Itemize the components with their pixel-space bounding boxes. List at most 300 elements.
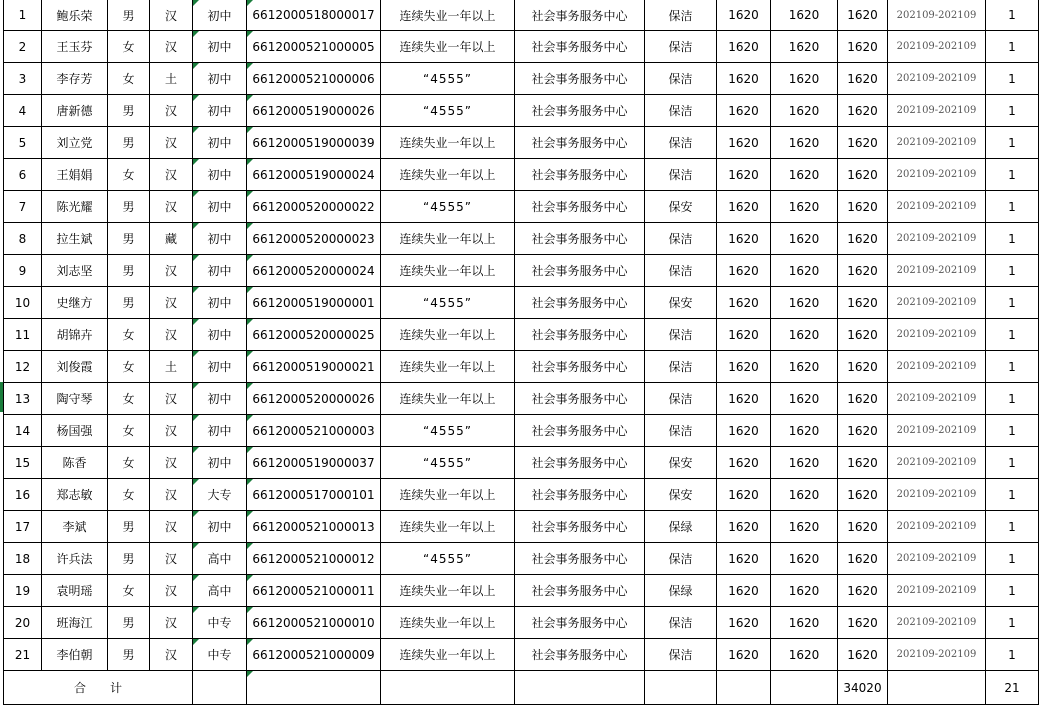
amount-cell[interactable]: 1620 bbox=[838, 319, 888, 351]
post-cell[interactable]: 保绿 bbox=[645, 511, 717, 543]
id-number-cell[interactable]: 6612000520000025 bbox=[247, 319, 381, 351]
row-number-cell[interactable]: 4 bbox=[4, 95, 42, 127]
period-cell[interactable]: 202109-202109 bbox=[888, 575, 986, 607]
ethnicity-cell[interactable]: 汉 bbox=[150, 159, 193, 191]
amount-cell[interactable]: 1620 bbox=[838, 383, 888, 415]
unit-cell[interactable]: 社会事务服务中心 bbox=[515, 543, 645, 575]
education-cell[interactable]: 初中 bbox=[193, 31, 247, 63]
post-cell[interactable]: 保安 bbox=[645, 447, 717, 479]
period-cell[interactable]: 202109-202109 bbox=[888, 95, 986, 127]
amount-cell[interactable]: 1620 bbox=[838, 95, 888, 127]
total-empty-post[interactable] bbox=[645, 671, 717, 705]
ethnicity-cell[interactable]: 汉 bbox=[150, 255, 193, 287]
total-amount-cell[interactable]: 34020 bbox=[838, 671, 888, 705]
standard-cell[interactable]: 1620 bbox=[771, 63, 838, 95]
gender-cell[interactable]: 男 bbox=[108, 191, 150, 223]
name-cell[interactable]: 拉生斌 bbox=[42, 223, 108, 255]
unit-cell[interactable]: 社会事务服务中心 bbox=[515, 639, 645, 671]
standard-cell[interactable]: 1620 bbox=[771, 543, 838, 575]
gender-cell[interactable]: 女 bbox=[108, 447, 150, 479]
post-cell[interactable]: 保洁 bbox=[645, 95, 717, 127]
education-cell[interactable]: 初中 bbox=[193, 415, 247, 447]
name-cell[interactable]: 袁明瑶 bbox=[42, 575, 108, 607]
amount-cell[interactable]: 1620 bbox=[838, 639, 888, 671]
months-cell[interactable]: 1 bbox=[986, 639, 1039, 671]
period-cell[interactable]: 202109-202109 bbox=[888, 351, 986, 383]
standard-cell[interactable]: 1620 bbox=[771, 191, 838, 223]
education-cell[interactable]: 高中 bbox=[193, 543, 247, 575]
id-number-cell[interactable]: 6612000521000013 bbox=[247, 511, 381, 543]
standard-cell[interactable]: 1620 bbox=[771, 607, 838, 639]
standard-cell[interactable]: 1620 bbox=[771, 639, 838, 671]
ethnicity-cell[interactable]: 汉 bbox=[150, 287, 193, 319]
gender-cell[interactable]: 男 bbox=[108, 511, 150, 543]
ethnicity-cell[interactable]: 汉 bbox=[150, 479, 193, 511]
salary-cell[interactable]: 1620 bbox=[717, 0, 771, 31]
period-cell[interactable]: 202109-202109 bbox=[888, 127, 986, 159]
name-cell[interactable]: 李存芳 bbox=[42, 63, 108, 95]
months-cell[interactable]: 1 bbox=[986, 351, 1039, 383]
amount-cell[interactable]: 1620 bbox=[838, 127, 888, 159]
education-cell[interactable]: 初中 bbox=[193, 191, 247, 223]
months-cell[interactable]: 1 bbox=[986, 479, 1039, 511]
unit-cell[interactable]: 社会事务服务中心 bbox=[515, 447, 645, 479]
row-number-cell[interactable]: 8 bbox=[4, 223, 42, 255]
amount-cell[interactable]: 1620 bbox=[838, 223, 888, 255]
ethnicity-cell[interactable]: 汉 bbox=[150, 511, 193, 543]
salary-cell[interactable]: 1620 bbox=[717, 607, 771, 639]
row-number-cell[interactable]: 9 bbox=[4, 255, 42, 287]
education-cell[interactable]: 初中 bbox=[193, 351, 247, 383]
unit-cell[interactable]: 社会事务服务中心 bbox=[515, 511, 645, 543]
gender-cell[interactable]: 男 bbox=[108, 287, 150, 319]
period-cell[interactable]: 202109-202109 bbox=[888, 223, 986, 255]
id-number-cell[interactable]: 6612000519000037 bbox=[247, 447, 381, 479]
unit-cell[interactable]: 社会事务服务中心 bbox=[515, 31, 645, 63]
gender-cell[interactable]: 女 bbox=[108, 319, 150, 351]
name-cell[interactable]: 陈光耀 bbox=[42, 191, 108, 223]
name-cell[interactable]: 胡锦卉 bbox=[42, 319, 108, 351]
post-cell[interactable]: 保洁 bbox=[645, 223, 717, 255]
row-number-cell[interactable]: 19 bbox=[4, 575, 42, 607]
category-cell[interactable]: 连续失业一年以上 bbox=[381, 383, 515, 415]
period-cell[interactable]: 202109-202109 bbox=[888, 0, 986, 31]
category-cell[interactable]: “4555” bbox=[381, 95, 515, 127]
months-cell[interactable]: 1 bbox=[986, 63, 1039, 95]
months-cell[interactable]: 1 bbox=[986, 575, 1039, 607]
category-cell[interactable]: 连续失业一年以上 bbox=[381, 575, 515, 607]
unit-cell[interactable]: 社会事务服务中心 bbox=[515, 287, 645, 319]
period-cell[interactable]: 202109-202109 bbox=[888, 287, 986, 319]
id-number-cell[interactable]: 6612000520000023 bbox=[247, 223, 381, 255]
post-cell[interactable]: 保安 bbox=[645, 191, 717, 223]
row-number-cell[interactable]: 12 bbox=[4, 351, 42, 383]
standard-cell[interactable]: 1620 bbox=[771, 287, 838, 319]
salary-cell[interactable]: 1620 bbox=[717, 159, 771, 191]
ethnicity-cell[interactable]: 汉 bbox=[150, 127, 193, 159]
period-cell[interactable]: 202109-202109 bbox=[888, 191, 986, 223]
id-number-cell[interactable]: 6612000518000017 bbox=[247, 0, 381, 31]
gender-cell[interactable]: 女 bbox=[108, 575, 150, 607]
standard-cell[interactable]: 1620 bbox=[771, 159, 838, 191]
gender-cell[interactable]: 男 bbox=[108, 95, 150, 127]
months-cell[interactable]: 1 bbox=[986, 383, 1039, 415]
months-cell[interactable]: 1 bbox=[986, 607, 1039, 639]
id-number-cell[interactable]: 6612000521000010 bbox=[247, 607, 381, 639]
period-cell[interactable]: 202109-202109 bbox=[888, 319, 986, 351]
gender-cell[interactable]: 男 bbox=[108, 543, 150, 575]
standard-cell[interactable]: 1620 bbox=[771, 223, 838, 255]
post-cell[interactable]: 保洁 bbox=[645, 159, 717, 191]
name-cell[interactable]: 杨国强 bbox=[42, 415, 108, 447]
id-number-cell[interactable]: 6612000521000012 bbox=[247, 543, 381, 575]
standard-cell[interactable]: 1620 bbox=[771, 415, 838, 447]
id-number-cell[interactable]: 6612000519000024 bbox=[247, 159, 381, 191]
standard-cell[interactable]: 1620 bbox=[771, 255, 838, 287]
post-cell[interactable]: 保绿 bbox=[645, 575, 717, 607]
period-cell[interactable]: 202109-202109 bbox=[888, 255, 986, 287]
salary-cell[interactable]: 1620 bbox=[717, 191, 771, 223]
row-number-cell[interactable]: 5 bbox=[4, 127, 42, 159]
ethnicity-cell[interactable]: 汉 bbox=[150, 95, 193, 127]
standard-cell[interactable]: 1620 bbox=[771, 127, 838, 159]
amount-cell[interactable]: 1620 bbox=[838, 287, 888, 319]
total-months-cell[interactable]: 21 bbox=[986, 671, 1039, 705]
salary-cell[interactable]: 1620 bbox=[717, 479, 771, 511]
name-cell[interactable]: 郑志敏 bbox=[42, 479, 108, 511]
row-number-cell[interactable]: 11 bbox=[4, 319, 42, 351]
category-cell[interactable]: 连续失业一年以上 bbox=[381, 159, 515, 191]
amount-cell[interactable]: 1620 bbox=[838, 511, 888, 543]
total-empty-unit[interactable] bbox=[515, 671, 645, 705]
gender-cell[interactable]: 女 bbox=[108, 159, 150, 191]
salary-cell[interactable]: 1620 bbox=[717, 31, 771, 63]
unit-cell[interactable]: 社会事务服务中心 bbox=[515, 383, 645, 415]
category-cell[interactable]: “4555” bbox=[381, 447, 515, 479]
row-number-cell[interactable]: 1 bbox=[4, 0, 42, 31]
gender-cell[interactable]: 女 bbox=[108, 63, 150, 95]
ethnicity-cell[interactable]: 土 bbox=[150, 63, 193, 95]
salary-cell[interactable]: 1620 bbox=[717, 383, 771, 415]
total-label[interactable]: 合计 bbox=[4, 671, 193, 705]
standard-cell[interactable]: 1620 bbox=[771, 319, 838, 351]
row-number-cell[interactable]: 6 bbox=[4, 159, 42, 191]
post-cell[interactable]: 保洁 bbox=[645, 0, 717, 31]
standard-cell[interactable]: 1620 bbox=[771, 95, 838, 127]
months-cell[interactable]: 1 bbox=[986, 191, 1039, 223]
standard-cell[interactable]: 1620 bbox=[771, 447, 838, 479]
months-cell[interactable]: 1 bbox=[986, 511, 1039, 543]
row-number-cell[interactable]: 10 bbox=[4, 287, 42, 319]
name-cell[interactable]: 王玉芬 bbox=[42, 31, 108, 63]
gender-cell[interactable]: 女 bbox=[108, 479, 150, 511]
amount-cell[interactable]: 1620 bbox=[838, 159, 888, 191]
unit-cell[interactable]: 社会事务服务中心 bbox=[515, 63, 645, 95]
id-number-cell[interactable]: 6612000521000005 bbox=[247, 31, 381, 63]
amount-cell[interactable]: 1620 bbox=[838, 479, 888, 511]
salary-cell[interactable]: 1620 bbox=[717, 63, 771, 95]
gender-cell[interactable]: 男 bbox=[108, 0, 150, 31]
period-cell[interactable]: 202109-202109 bbox=[888, 607, 986, 639]
total-empty-education[interactable] bbox=[193, 671, 247, 705]
amount-cell[interactable]: 1620 bbox=[838, 543, 888, 575]
ethnicity-cell[interactable]: 汉 bbox=[150, 383, 193, 415]
id-number-cell[interactable]: 6612000521000003 bbox=[247, 415, 381, 447]
name-cell[interactable]: 班海江 bbox=[42, 607, 108, 639]
amount-cell[interactable]: 1620 bbox=[838, 607, 888, 639]
row-number-cell[interactable]: 3 bbox=[4, 63, 42, 95]
post-cell[interactable]: 保洁 bbox=[645, 255, 717, 287]
post-cell[interactable]: 保洁 bbox=[645, 351, 717, 383]
months-cell[interactable]: 1 bbox=[986, 0, 1039, 31]
category-cell[interactable]: “4555” bbox=[381, 543, 515, 575]
salary-cell[interactable]: 1620 bbox=[717, 255, 771, 287]
period-cell[interactable]: 202109-202109 bbox=[888, 479, 986, 511]
standard-cell[interactable]: 1620 bbox=[771, 0, 838, 31]
post-cell[interactable]: 保洁 bbox=[645, 607, 717, 639]
months-cell[interactable]: 1 bbox=[986, 543, 1039, 575]
period-cell[interactable]: 202109-202109 bbox=[888, 415, 986, 447]
amount-cell[interactable]: 1620 bbox=[838, 31, 888, 63]
unit-cell[interactable]: 社会事务服务中心 bbox=[515, 95, 645, 127]
standard-cell[interactable]: 1620 bbox=[771, 575, 838, 607]
period-cell[interactable]: 202109-202109 bbox=[888, 639, 986, 671]
gender-cell[interactable]: 女 bbox=[108, 31, 150, 63]
id-number-cell[interactable]: 6612000521000011 bbox=[247, 575, 381, 607]
months-cell[interactable]: 1 bbox=[986, 223, 1039, 255]
months-cell[interactable]: 1 bbox=[986, 319, 1039, 351]
education-cell[interactable]: 初中 bbox=[193, 95, 247, 127]
id-number-cell[interactable]: 6612000519000039 bbox=[247, 127, 381, 159]
name-cell[interactable]: 刘立党 bbox=[42, 127, 108, 159]
ethnicity-cell[interactable]: 汉 bbox=[150, 31, 193, 63]
category-cell[interactable]: “4555” bbox=[381, 415, 515, 447]
id-number-cell[interactable]: 6612000519000001 bbox=[247, 287, 381, 319]
post-cell[interactable]: 保安 bbox=[645, 479, 717, 511]
id-number-cell[interactable]: 6612000517000101 bbox=[247, 479, 381, 511]
salary-cell[interactable]: 1620 bbox=[717, 543, 771, 575]
post-cell[interactable]: 保洁 bbox=[645, 415, 717, 447]
education-cell[interactable]: 初中 bbox=[193, 319, 247, 351]
ethnicity-cell[interactable]: 汉 bbox=[150, 575, 193, 607]
salary-cell[interactable]: 1620 bbox=[717, 447, 771, 479]
name-cell[interactable]: 刘志坚 bbox=[42, 255, 108, 287]
post-cell[interactable]: 保洁 bbox=[645, 383, 717, 415]
post-cell[interactable]: 保洁 bbox=[645, 63, 717, 95]
amount-cell[interactable]: 1620 bbox=[838, 63, 888, 95]
ethnicity-cell[interactable]: 汉 bbox=[150, 447, 193, 479]
education-cell[interactable]: 初中 bbox=[193, 159, 247, 191]
salary-cell[interactable]: 1620 bbox=[717, 511, 771, 543]
period-cell[interactable]: 202109-202109 bbox=[888, 447, 986, 479]
salary-cell[interactable]: 1620 bbox=[717, 415, 771, 447]
post-cell[interactable]: 保洁 bbox=[645, 543, 717, 575]
unit-cell[interactable]: 社会事务服务中心 bbox=[515, 319, 645, 351]
name-cell[interactable]: 唐新德 bbox=[42, 95, 108, 127]
gender-cell[interactable]: 女 bbox=[108, 415, 150, 447]
gender-cell[interactable]: 男 bbox=[108, 607, 150, 639]
total-empty-period[interactable] bbox=[888, 671, 986, 705]
unit-cell[interactable]: 社会事务服务中心 bbox=[515, 415, 645, 447]
amount-cell[interactable]: 1620 bbox=[838, 575, 888, 607]
salary-cell[interactable]: 1620 bbox=[717, 319, 771, 351]
education-cell[interactable]: 初中 bbox=[193, 383, 247, 415]
months-cell[interactable]: 1 bbox=[986, 415, 1039, 447]
period-cell[interactable]: 202109-202109 bbox=[888, 383, 986, 415]
row-number-cell[interactable]: 18 bbox=[4, 543, 42, 575]
education-cell[interactable]: 中专 bbox=[193, 607, 247, 639]
category-cell[interactable]: 连续失业一年以上 bbox=[381, 127, 515, 159]
standard-cell[interactable]: 1620 bbox=[771, 511, 838, 543]
total-empty-id[interactable] bbox=[247, 671, 381, 705]
education-cell[interactable]: 初中 bbox=[193, 511, 247, 543]
gender-cell[interactable]: 男 bbox=[108, 639, 150, 671]
row-number-cell[interactable]: 20 bbox=[4, 607, 42, 639]
ethnicity-cell[interactable]: 汉 bbox=[150, 191, 193, 223]
unit-cell[interactable]: 社会事务服务中心 bbox=[515, 607, 645, 639]
gender-cell[interactable]: 男 bbox=[108, 255, 150, 287]
period-cell[interactable]: 202109-202109 bbox=[888, 511, 986, 543]
id-number-cell[interactable]: 6612000520000024 bbox=[247, 255, 381, 287]
category-cell[interactable]: 连续失业一年以上 bbox=[381, 0, 515, 31]
category-cell[interactable]: 连续失业一年以上 bbox=[381, 511, 515, 543]
name-cell[interactable]: 陶守琴 bbox=[42, 383, 108, 415]
unit-cell[interactable]: 社会事务服务中心 bbox=[515, 159, 645, 191]
name-cell[interactable]: 李斌 bbox=[42, 511, 108, 543]
name-cell[interactable]: 李伯朝 bbox=[42, 639, 108, 671]
months-cell[interactable]: 1 bbox=[986, 447, 1039, 479]
amount-cell[interactable]: 1620 bbox=[838, 255, 888, 287]
months-cell[interactable]: 1 bbox=[986, 31, 1039, 63]
period-cell[interactable]: 202109-202109 bbox=[888, 543, 986, 575]
ethnicity-cell[interactable]: 汉 bbox=[150, 0, 193, 31]
gender-cell[interactable]: 女 bbox=[108, 351, 150, 383]
name-cell[interactable]: 刘俊霞 bbox=[42, 351, 108, 383]
row-number-cell[interactable]: 16 bbox=[4, 479, 42, 511]
ethnicity-cell[interactable]: 汉 bbox=[150, 639, 193, 671]
name-cell[interactable]: 史继方 bbox=[42, 287, 108, 319]
months-cell[interactable]: 1 bbox=[986, 159, 1039, 191]
ethnicity-cell[interactable]: 汉 bbox=[150, 319, 193, 351]
id-number-cell[interactable]: 6612000519000026 bbox=[247, 95, 381, 127]
post-cell[interactable]: 保洁 bbox=[645, 31, 717, 63]
category-cell[interactable]: 连续失业一年以上 bbox=[381, 479, 515, 511]
amount-cell[interactable]: 1620 bbox=[838, 447, 888, 479]
education-cell[interactable]: 初中 bbox=[193, 287, 247, 319]
education-cell[interactable]: 初中 bbox=[193, 0, 247, 31]
total-empty-standard[interactable] bbox=[771, 671, 838, 705]
category-cell[interactable]: 连续失业一年以上 bbox=[381, 319, 515, 351]
name-cell[interactable]: 许兵法 bbox=[42, 543, 108, 575]
gender-cell[interactable]: 男 bbox=[108, 223, 150, 255]
post-cell[interactable]: 保洁 bbox=[645, 639, 717, 671]
unit-cell[interactable]: 社会事务服务中心 bbox=[515, 191, 645, 223]
row-number-cell[interactable]: 13 bbox=[4, 383, 42, 415]
unit-cell[interactable]: 社会事务服务中心 bbox=[515, 575, 645, 607]
category-cell[interactable]: 连续失业一年以上 bbox=[381, 351, 515, 383]
total-empty-salary[interactable] bbox=[717, 671, 771, 705]
education-cell[interactable]: 初中 bbox=[193, 255, 247, 287]
standard-cell[interactable]: 1620 bbox=[771, 479, 838, 511]
unit-cell[interactable]: 社会事务服务中心 bbox=[515, 255, 645, 287]
post-cell[interactable]: 保安 bbox=[645, 287, 717, 319]
unit-cell[interactable]: 社会事务服务中心 bbox=[515, 223, 645, 255]
row-number-cell[interactable]: 2 bbox=[4, 31, 42, 63]
months-cell[interactable]: 1 bbox=[986, 127, 1039, 159]
amount-cell[interactable]: 1620 bbox=[838, 0, 888, 31]
ethnicity-cell[interactable]: 汉 bbox=[150, 607, 193, 639]
post-cell[interactable]: 保洁 bbox=[645, 127, 717, 159]
education-cell[interactable]: 初中 bbox=[193, 127, 247, 159]
category-cell[interactable]: “4555” bbox=[381, 287, 515, 319]
period-cell[interactable]: 202109-202109 bbox=[888, 63, 986, 95]
category-cell[interactable]: “4555” bbox=[381, 63, 515, 95]
name-cell[interactable]: 鲍乐荣 bbox=[42, 0, 108, 31]
amount-cell[interactable]: 1620 bbox=[838, 351, 888, 383]
standard-cell[interactable]: 1620 bbox=[771, 31, 838, 63]
gender-cell[interactable]: 男 bbox=[108, 127, 150, 159]
id-number-cell[interactable]: 6612000521000006 bbox=[247, 63, 381, 95]
name-cell[interactable]: 陈香 bbox=[42, 447, 108, 479]
salary-cell[interactable]: 1620 bbox=[717, 575, 771, 607]
salary-cell[interactable]: 1620 bbox=[717, 127, 771, 159]
standard-cell[interactable]: 1620 bbox=[771, 351, 838, 383]
category-cell[interactable]: 连续失业一年以上 bbox=[381, 607, 515, 639]
row-number-cell[interactable]: 15 bbox=[4, 447, 42, 479]
period-cell[interactable]: 202109-202109 bbox=[888, 31, 986, 63]
unit-cell[interactable]: 社会事务服务中心 bbox=[515, 0, 645, 31]
amount-cell[interactable]: 1620 bbox=[838, 191, 888, 223]
amount-cell[interactable]: 1620 bbox=[838, 415, 888, 447]
category-cell[interactable]: “4555” bbox=[381, 191, 515, 223]
education-cell[interactable]: 大专 bbox=[193, 479, 247, 511]
salary-cell[interactable]: 1620 bbox=[717, 639, 771, 671]
unit-cell[interactable]: 社会事务服务中心 bbox=[515, 479, 645, 511]
salary-cell[interactable]: 1620 bbox=[717, 95, 771, 127]
months-cell[interactable]: 1 bbox=[986, 287, 1039, 319]
id-number-cell[interactable]: 6612000520000022 bbox=[247, 191, 381, 223]
row-number-cell[interactable]: 14 bbox=[4, 415, 42, 447]
salary-cell[interactable]: 1620 bbox=[717, 351, 771, 383]
gender-cell[interactable]: 女 bbox=[108, 383, 150, 415]
education-cell[interactable]: 高中 bbox=[193, 575, 247, 607]
unit-cell[interactable]: 社会事务服务中心 bbox=[515, 127, 645, 159]
category-cell[interactable]: 连续失业一年以上 bbox=[381, 639, 515, 671]
education-cell[interactable]: 初中 bbox=[193, 223, 247, 255]
salary-cell[interactable]: 1620 bbox=[717, 287, 771, 319]
row-number-cell[interactable]: 7 bbox=[4, 191, 42, 223]
id-number-cell[interactable]: 6612000520000026 bbox=[247, 383, 381, 415]
ethnicity-cell[interactable]: 汉 bbox=[150, 543, 193, 575]
standard-cell[interactable]: 1620 bbox=[771, 383, 838, 415]
salary-cell[interactable]: 1620 bbox=[717, 223, 771, 255]
name-cell[interactable]: 王娟娟 bbox=[42, 159, 108, 191]
ethnicity-cell[interactable]: 汉 bbox=[150, 415, 193, 447]
months-cell[interactable]: 1 bbox=[986, 255, 1039, 287]
id-number-cell[interactable]: 6612000519000021 bbox=[247, 351, 381, 383]
row-number-cell[interactable]: 17 bbox=[4, 511, 42, 543]
category-cell[interactable]: 连续失业一年以上 bbox=[381, 255, 515, 287]
id-number-cell[interactable]: 6612000521000009 bbox=[247, 639, 381, 671]
education-cell[interactable]: 初中 bbox=[193, 447, 247, 479]
ethnicity-cell[interactable]: 土 bbox=[150, 351, 193, 383]
total-empty-category[interactable] bbox=[381, 671, 515, 705]
ethnicity-cell[interactable]: 藏 bbox=[150, 223, 193, 255]
row-number-cell[interactable]: 21 bbox=[4, 639, 42, 671]
category-cell[interactable]: 连续失业一年以上 bbox=[381, 31, 515, 63]
months-cell[interactable]: 1 bbox=[986, 95, 1039, 127]
unit-cell[interactable]: 社会事务服务中心 bbox=[515, 351, 645, 383]
